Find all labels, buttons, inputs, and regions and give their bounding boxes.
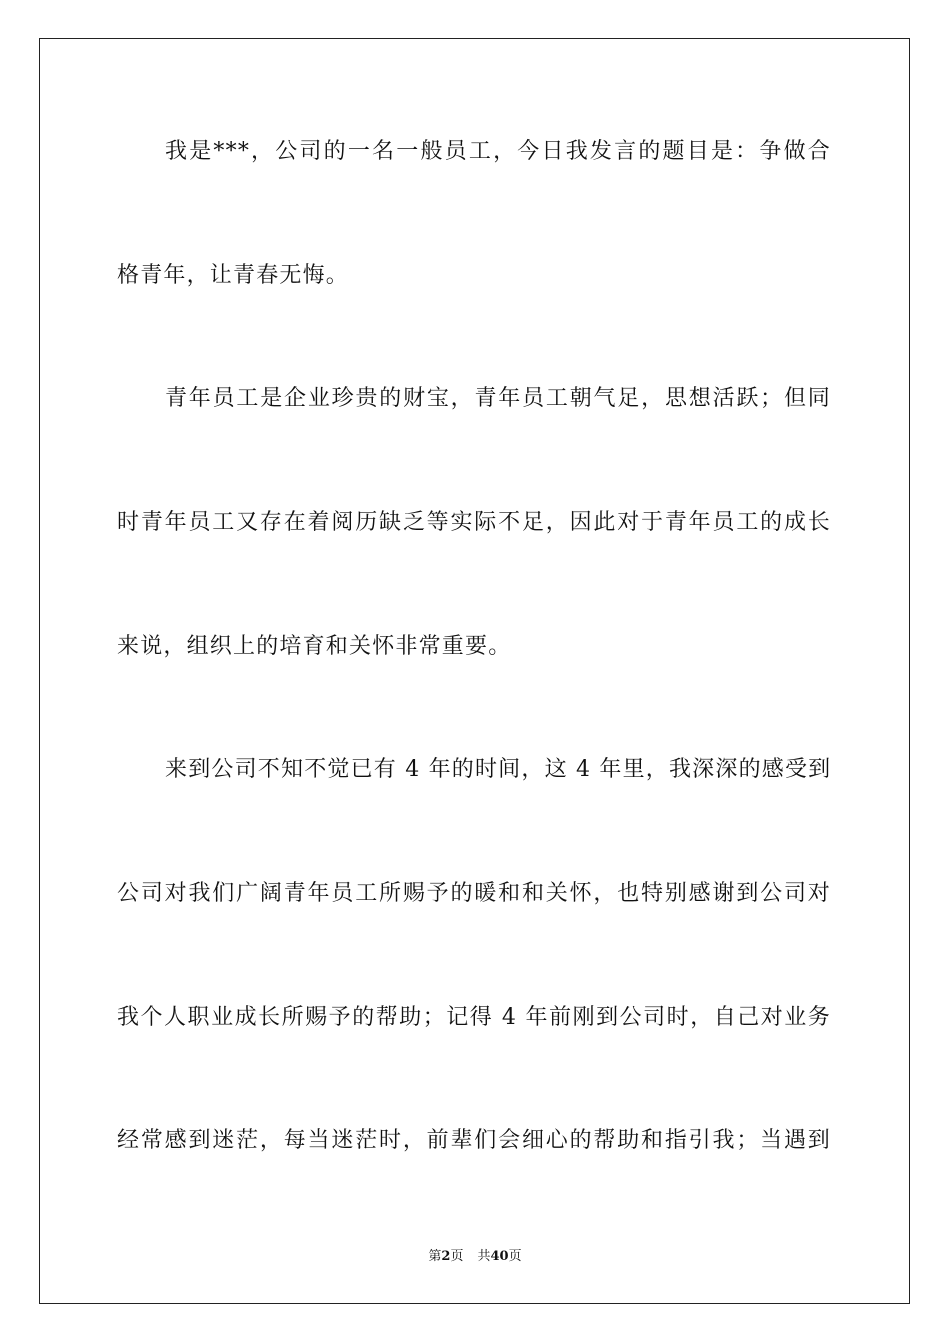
footer-total-suffix: 页 [508,1249,522,1264]
paragraph-3-line-3: 我个人职业成长所赐予的帮助；记得 4 年前刚到公司时，自己对业务 [117,1005,831,1030]
paragraph-2-line-2: 时青年员工又存在着阅历缺乏等实际不足，因此对于青年员工的成长 [117,510,831,535]
paragraph-3-line-2: 公司对我们广阔青年员工所赐予的暖和和关怀，也特别感谢到公司对 [117,881,831,906]
footer-total-prefix: 共 [477,1249,491,1264]
footer-total-pages: 40 [490,1249,509,1264]
footer-page-suffix: 页 [450,1249,464,1264]
page-footer [0,1248,950,1266]
paragraph-2-line-1: 青年员工是企业珍贵的财宝，青年员工朝气足，思想活跃；但同 [165,386,831,411]
paragraph-1-line-2: 格青年，让青春无悔。 [117,263,350,288]
paragraph-3-line-4: 经常感到迷茫，每当迷茫时，前辈们会细心的帮助和指引我；当遇到 [117,1128,831,1153]
paragraph-1-line-1: 我是***，公司的一名一般员工，今日我发言的题目是：争做合 [165,139,831,164]
footer-page-prefix: 第 [428,1249,442,1264]
paragraph-2-line-3: 来说，组织上的培育和关怀非常重要。 [117,634,512,659]
paragraph-3-line-1: 来到公司不知不觉已有 4 年的时间，这 4 年里，我深深的感受到 [165,757,832,782]
page-border [39,38,910,1304]
footer-page-number: 2 [441,1249,451,1264]
